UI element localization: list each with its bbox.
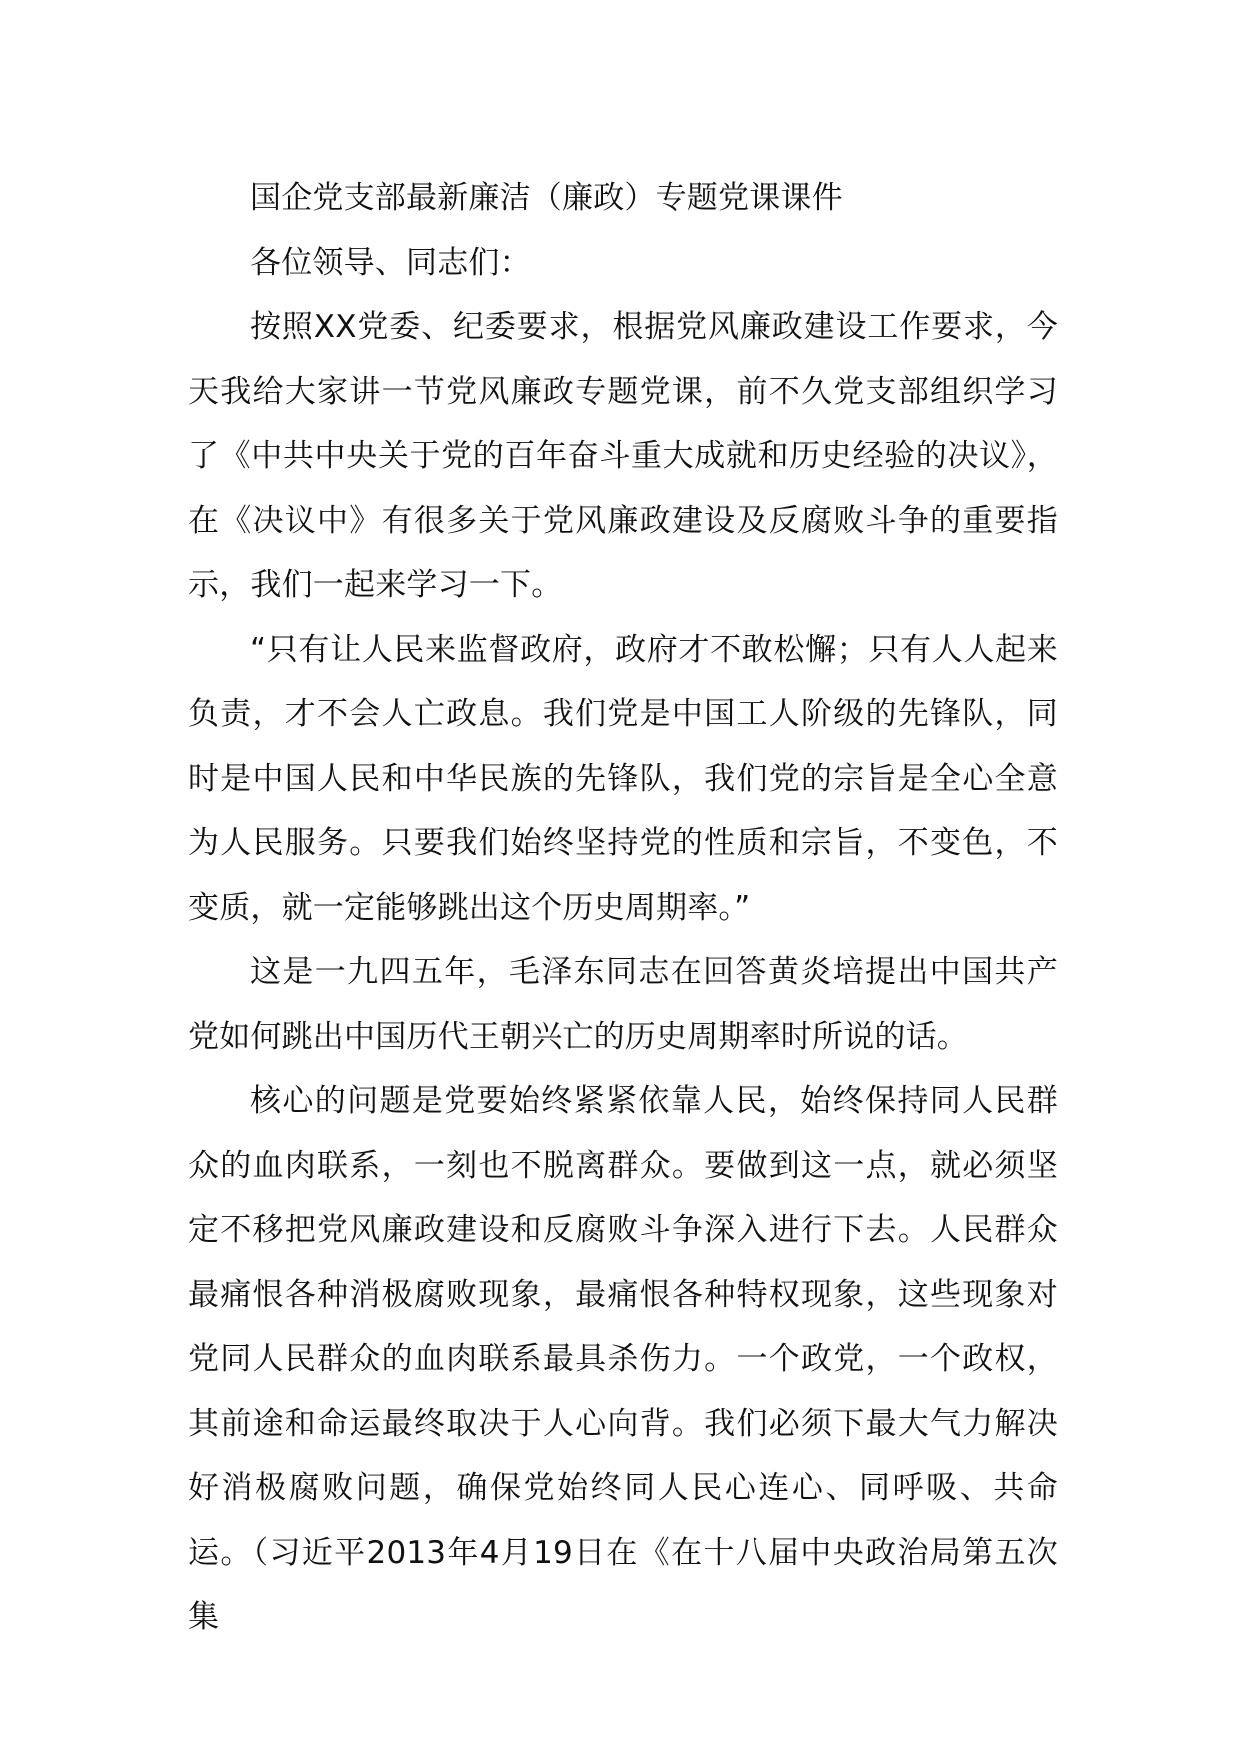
- document-body: [188, 166, 1058, 1650]
- paragraph-2-quote: “只有让人民来监督政府，政府才不敢松懈；只有人人起来负责，才不会人亡政息。我们党是中国工人阶级的先锋队，同时是中国人民和中华民族的先锋队，我们党的宗旨是全心全意为人民服务。只要我们始终坚持党的性质和宗旨，不变色，不变质，就一定能够跳出这个历史周期率。”: [188, 631, 1058, 926]
- document-title: 国企党支部最新廉洁（廉政）专题党课课件: [250, 180, 843, 216]
- paragraph-3: 这是一九四五年，毛泽东同志在回答黄炎培提出中国共产党如何跳出中国历代王朝兴亡的历史周期率时所说的话。: [188, 954, 1058, 1055]
- paragraph-4: 核心的问题是党要始终紧紧依靠人民，始终保持同人民群众的血肉联系，一刻也不脱离群众。要做到这一点，就必须坚定不移把党风廉政建设和反腐败斗争深入进行下去。人民群众最痛恨各种消极腐败现象，最痛恨各种特权现象，这些现象对党同人民群众的血肉联系最具杀伤力。一个政党，一个政权，其前途和命运最终取决于人心向背。我们必须下最大气力解决好消极腐败问题，确保党始终同人民心连心、同呼吸、共命运。（习近平2013年4月19日在《在十八届中央政治局第五次集: [188, 1083, 1058, 1635]
- paragraph-1: 按照XX党委、纪委要求，根据党风廉政建设工作要求，今天我给大家讲一节党风廉政专题党课，前不久党支部组织学习了《中共中央关于党的百年奋斗重大成就和历史经验的决议》，在《决议中》有很多关于党风廉政建设及反腐败斗争的重要指示，我们一起来学习一下。: [188, 309, 1058, 603]
- greeting: 各位领导、同志们：: [250, 244, 531, 281]
